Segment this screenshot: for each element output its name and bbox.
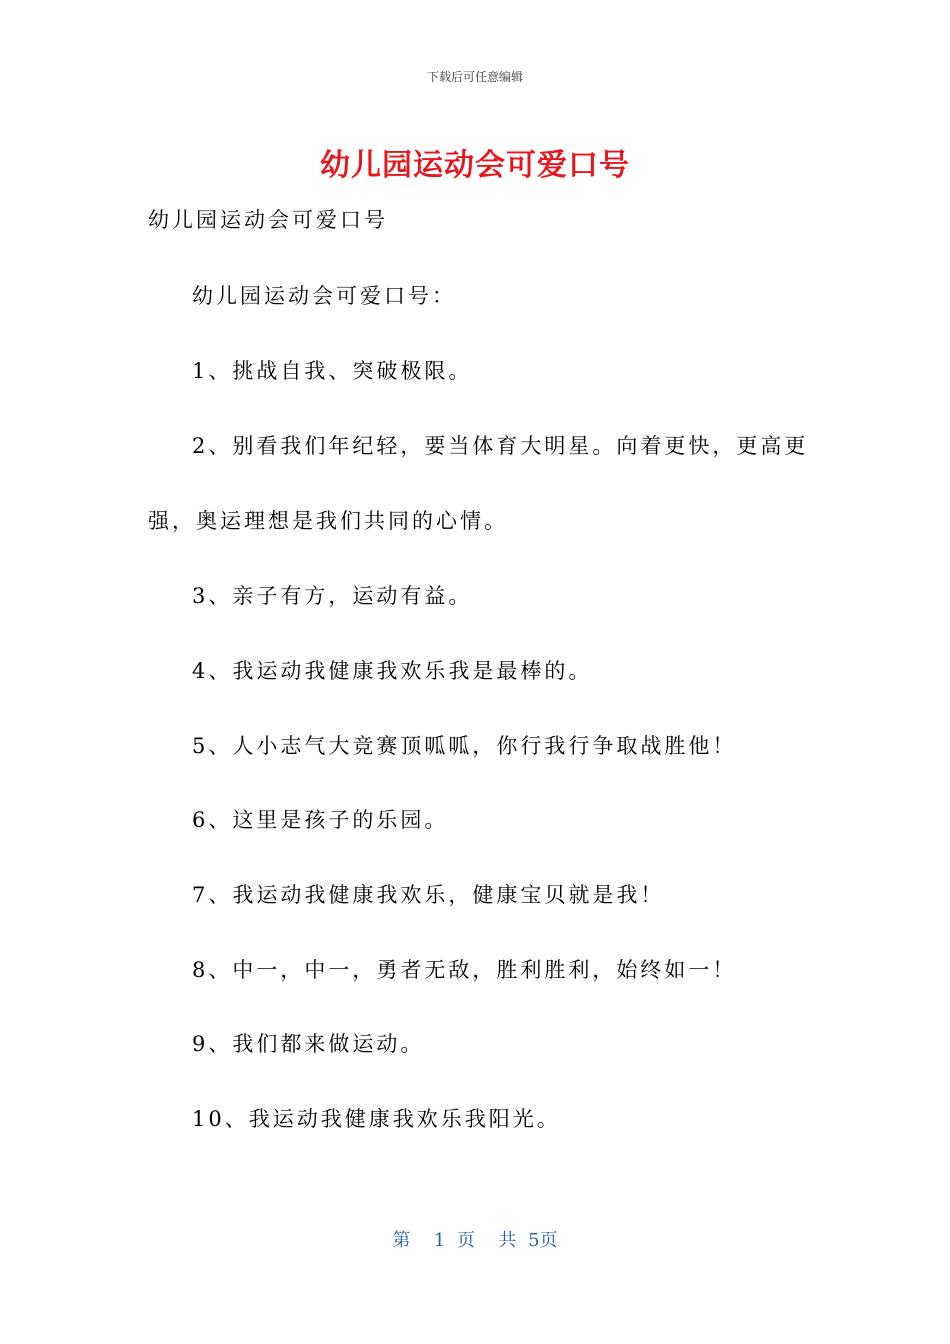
slogan-2-continued: 强，奥运理想是我们共同的心情。: [148, 509, 508, 533]
slogan-4: 4、我运动我健康我欢乐我是最棒的。: [192, 659, 593, 683]
slogan-8: 8、中一，中一，勇者无敌，胜利胜利，始终如一！: [192, 958, 737, 982]
slogan-10: 10、我运动我健康我欢乐我阳光。: [192, 1107, 561, 1131]
slogan-3: 3、亲子有方，运动有益。: [192, 584, 473, 608]
header-note: 下载后可任意编辑: [426, 70, 523, 84]
slogan-6: 6、这里是孩子的乐园。: [192, 808, 449, 832]
document-title: 幼儿园运动会可爱口号: [320, 148, 630, 183]
slogan-1: 1、挑战自我、突破极限。: [192, 359, 473, 383]
slogan-5: 5、人小志气大竞赛顶呱呱，你行我行争取战胜他！: [192, 734, 737, 758]
slogan-9: 9、我们都来做运动。: [192, 1032, 425, 1056]
slogan-2: 2、别看我们年纪轻，要当体育大明星。向着更快，更高更: [192, 434, 809, 458]
slogan-7: 7、我运动我健康我欢乐，健康宝贝就是我！: [192, 883, 665, 907]
intro-line: 幼儿园运动会可爱口号：: [192, 284, 456, 308]
subtitle: 幼儿园运动会可爱口号: [148, 208, 388, 232]
page-footer: 第 1 页 共 5页: [392, 1230, 558, 1251]
